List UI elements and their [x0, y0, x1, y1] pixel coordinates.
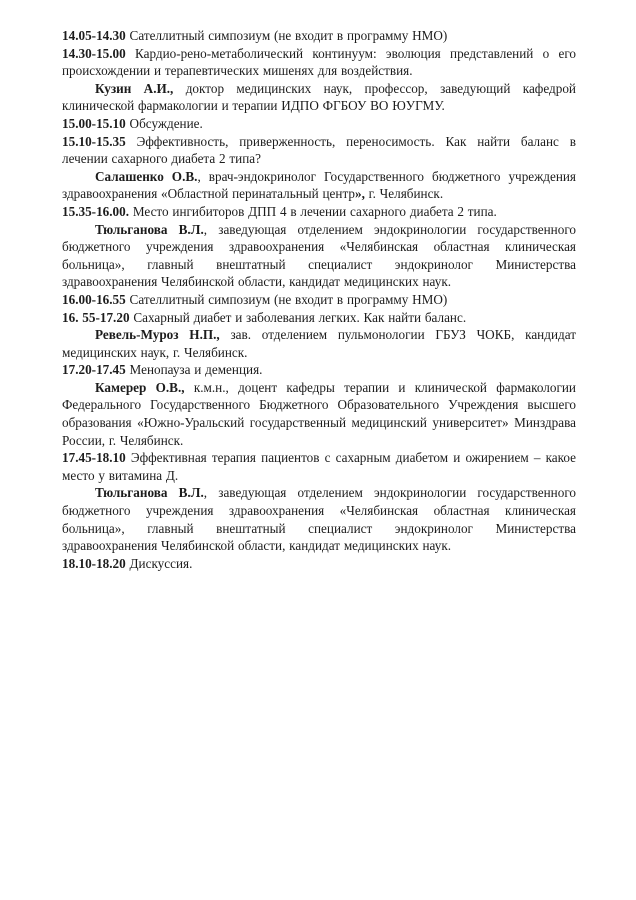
schedule-paragraph [62, 449, 576, 484]
speaker-name: Ревель-Муроз Н.П., [95, 327, 220, 343]
body-text: », [354, 186, 365, 202]
schedule-paragraph [62, 133, 576, 168]
schedule-paragraph [62, 361, 576, 379]
speaker-name: Тюльганова В.Л. [95, 485, 204, 501]
body-text: г. Челябинск. [364, 186, 444, 202]
time-range: 15.10-15.35 [62, 133, 126, 149]
body-text: Дискуссия. [125, 555, 193, 571]
schedule-paragraph [62, 484, 576, 554]
schedule-paragraph [62, 326, 576, 361]
program-schedule [62, 27, 576, 572]
speaker-name: Тюльганова В.Л. [95, 221, 204, 237]
schedule-paragraph [62, 555, 576, 573]
schedule-paragraph [62, 309, 576, 327]
schedule-paragraph [62, 221, 576, 291]
speaker-name: Камерер О.В., [95, 379, 185, 395]
body-text: Менопауза и деменция. [125, 362, 263, 378]
body-text: Сателлитный симпозиум (не входит в программу НМО) [125, 28, 448, 43]
body-text: доктор медицинских наук, профессор, заведующий кафедрой клинической фармакологии и терапии ИДПО ФГБОУ ВО ЮУГМУ. [62, 80, 576, 114]
body-text: к.м.н., доцент кафедры терапии и клинической фармакологии Федерального Государственного Бюджетного Образовательного Учреждения высшего образования «Южно-Уральский государственный медицинский университет» Минздрава России, г. Челябинск. [62, 379, 576, 448]
body-text: Эффективная терапия пациентов с сахарным диабетом и ожирением – какое место у витамина Д. [62, 450, 576, 483]
schedule-paragraph [62, 203, 576, 221]
body-text: , заведующая отделением эндокринологии государственного бюджетного учреждения здравоохранения «Челябинская областная клиническая больница», главный внештатный специалист эндокринолог Министерства здравоохранения Челябинской области, кандидат медицинских наук. [62, 485, 577, 554]
speaker-name: Кузин А.И., [95, 80, 174, 96]
body-text: Место ингибиторов ДПП 4 в лечении сахарного диабета 2 типа. [129, 203, 497, 219]
schedule-paragraph [62, 45, 576, 80]
time-range: 16. 55-17.20 [62, 309, 130, 325]
schedule-paragraph [62, 291, 576, 309]
time-range: 15.00-15.10 [62, 115, 126, 131]
body-text: , заведующая отделением эндокринологии государственного бюджетного учреждения здравоохранения «Челябинская областная клиническая больница», главный внештатный специалист эндокринолог Министерства здравоохранения Челябинской области, кандидат медицинских наук. [62, 221, 577, 290]
body-text: , врач-эндокринолог Государственного бюджетного учреждения здравоохранения «Областной перинатальный центр [62, 168, 576, 202]
body-text: Обсуждение. [125, 115, 203, 131]
time-range: 14.05-14.30 [62, 28, 126, 43]
schedule-paragraph [62, 80, 576, 115]
time-range: 14.30-15.00 [62, 45, 126, 61]
time-range: 17.45-18.10 [62, 450, 126, 466]
schedule-paragraph [62, 168, 576, 203]
time-range: 17.20-17.45 [62, 362, 126, 378]
schedule-paragraph [62, 115, 576, 133]
schedule-paragraph [62, 379, 576, 449]
time-range: 18.10-18.20 [62, 555, 126, 571]
time-range: 15.35-16.00. [62, 203, 130, 219]
body-text: Эффективность, приверженность, переносимость. Как найти баланс в лечении сахарного диабета 2 типа? [62, 133, 576, 167]
schedule-paragraph [62, 27, 576, 45]
body-text: зав. отделением пульмонологии ГБУЗ ЧОКБ, кандидат медицинских наук, г. Челябинск. [62, 327, 576, 360]
time-range: 16.00-16.55 [62, 291, 126, 307]
body-text: Кардио-рено-метаболический континуум: эволюция представлений о его происхождении и терапевтических мишенях для воздействия. [62, 45, 576, 79]
body-text: Сахарный диабет и заболевания легких. Как найти баланс. [129, 309, 467, 325]
body-text: Сателлитный симпозиум (не входит в программу НМО) [125, 291, 448, 307]
speaker-name: Салашенко О.В. [95, 168, 198, 184]
